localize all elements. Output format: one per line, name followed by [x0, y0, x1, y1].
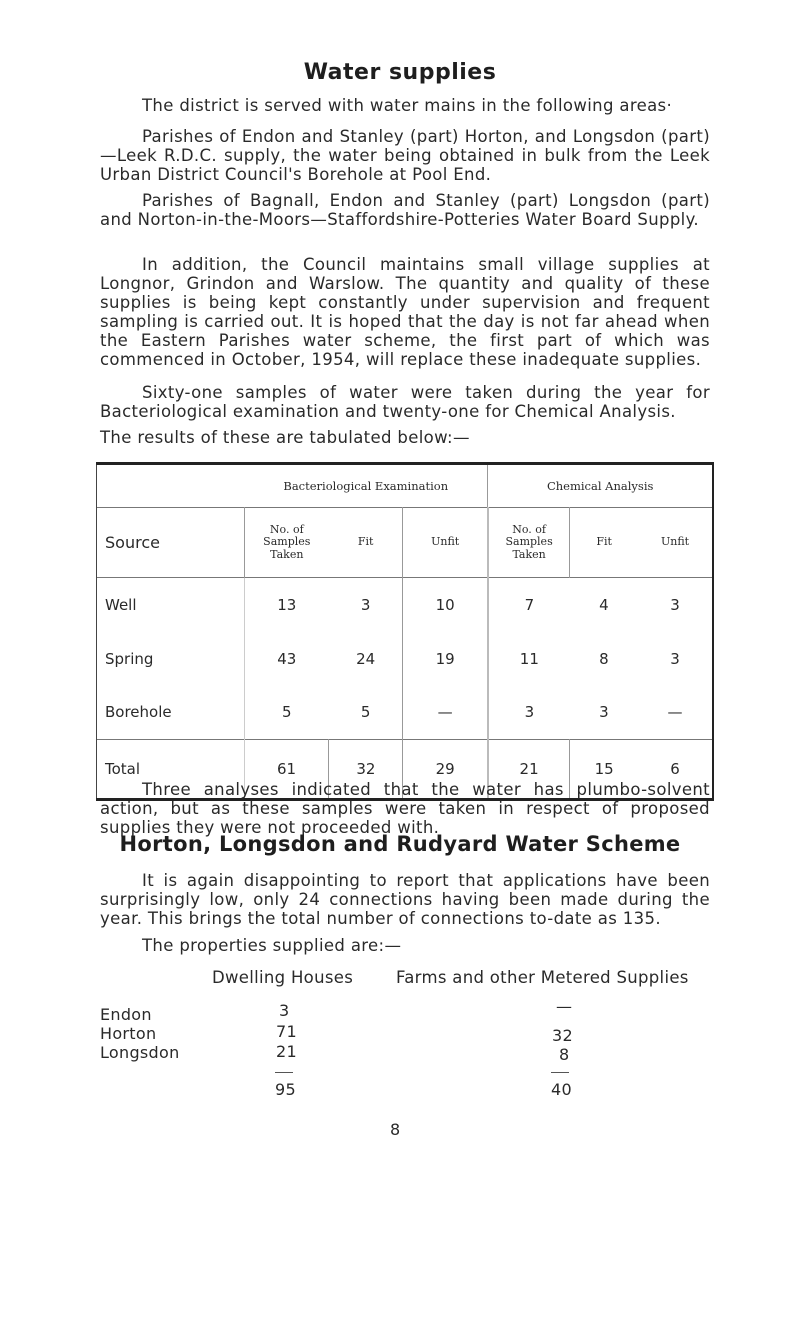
paragraph-tabulated: The results of these are tabulated below:—: [100, 428, 470, 447]
header-unfit: Unfit: [403, 508, 488, 578]
table-total-row: Total 61 32 29 21 15 6: [97, 740, 714, 800]
header-source: Source: [97, 508, 245, 578]
header-bacteriological: Bacteriological Examination: [283, 479, 449, 493]
page-number: 8: [390, 1120, 401, 1139]
paragraph-leek-supply: Parishes of Endon and Stanley (part) Horton, and Longsdon (part)—Leek R.D.C. supply, the water being obtained in bulk from the Leek Urban District Council's Borehole at Pool End.: [100, 127, 710, 184]
place-label: Longsdon: [100, 1043, 180, 1062]
dwelling-value: 21: [276, 1042, 297, 1061]
paragraph-samples: Sixty-one samples of water were taken during the year for Bacteriological examination and twenty-one for Chemical Analysis.: [100, 383, 710, 421]
paragraph-connections: It is again disappointing to report that applications have been surprisingly low, only 24 connections having been made during the year. This brings the total number of connections to-date as 135.: [100, 871, 710, 928]
header-chem-samples-taken: No. of Samples Taken: [488, 508, 570, 578]
paragraph-potteries-supply: Parishes of Bagnall, Endon and Stanley (part) Longsdon (part) and Norton-in-the-Moors—Staffordshire-Potteries Water Board Supply.: [100, 191, 710, 229]
dwelling-value: 3: [279, 1001, 290, 1020]
header-chem-unfit: Unfit: [638, 508, 713, 578]
place-label: Endon: [100, 1005, 152, 1024]
table-row: Spring 43 24 19 11 8 3: [97, 632, 714, 686]
table-row: Well 13 3 10 7 4 3: [97, 578, 714, 632]
dwelling-value: 71: [276, 1022, 297, 1041]
table-row: Borehole 5 5 — 3 3 —: [97, 686, 714, 740]
dwelling-total: 95: [275, 1080, 296, 1099]
place-label: Horton: [100, 1024, 157, 1043]
results-table: [96, 462, 714, 801]
paragraph-properties: The properties supplied are:—: [142, 936, 402, 955]
header-samples-taken: No. of Samples Taken: [244, 508, 329, 578]
total-rule-farms: [551, 1072, 569, 1073]
paragraph-village-supplies: In addition, the Council maintains small village supplies at Longnor, Grindon and Warslow. The quantity and quality of these supplies is being kept constantly under supervision and frequent sampling is carried out. It is hoped that the day is not far ahead when the Eastern Parishes water scheme, the first part of which was commenced in October, 1954, will replace these inadequate supplies.: [100, 255, 710, 369]
farms-value: 8: [559, 1045, 570, 1064]
column-farms-metered: Farms and other Metered Supplies: [396, 968, 689, 987]
total-rule-dwelling: [275, 1072, 293, 1073]
page-title: Water supplies: [303, 60, 497, 85]
farms-value: —: [556, 997, 573, 1016]
header-chem-fit: Fit: [570, 508, 638, 578]
paragraph-plumbo-solvent: Three analyses indicated that the water has plumbo-solvent action, but as these samples were taken in respect of proposed supplies they were not proceeded with.: [100, 780, 710, 837]
column-dwelling-houses: Dwelling Houses: [212, 968, 354, 987]
paragraph-intro: The district is served with water mains in the following areas·: [142, 96, 673, 115]
farms-value: 32: [552, 1026, 573, 1045]
scheme-heading: Horton, Longsdon and Rudyard Water Scheme: [119, 832, 681, 856]
header-chemical: Chemical Analysis: [488, 464, 713, 508]
farms-total: 40: [551, 1080, 572, 1099]
header-fit: Fit: [357, 535, 374, 549]
